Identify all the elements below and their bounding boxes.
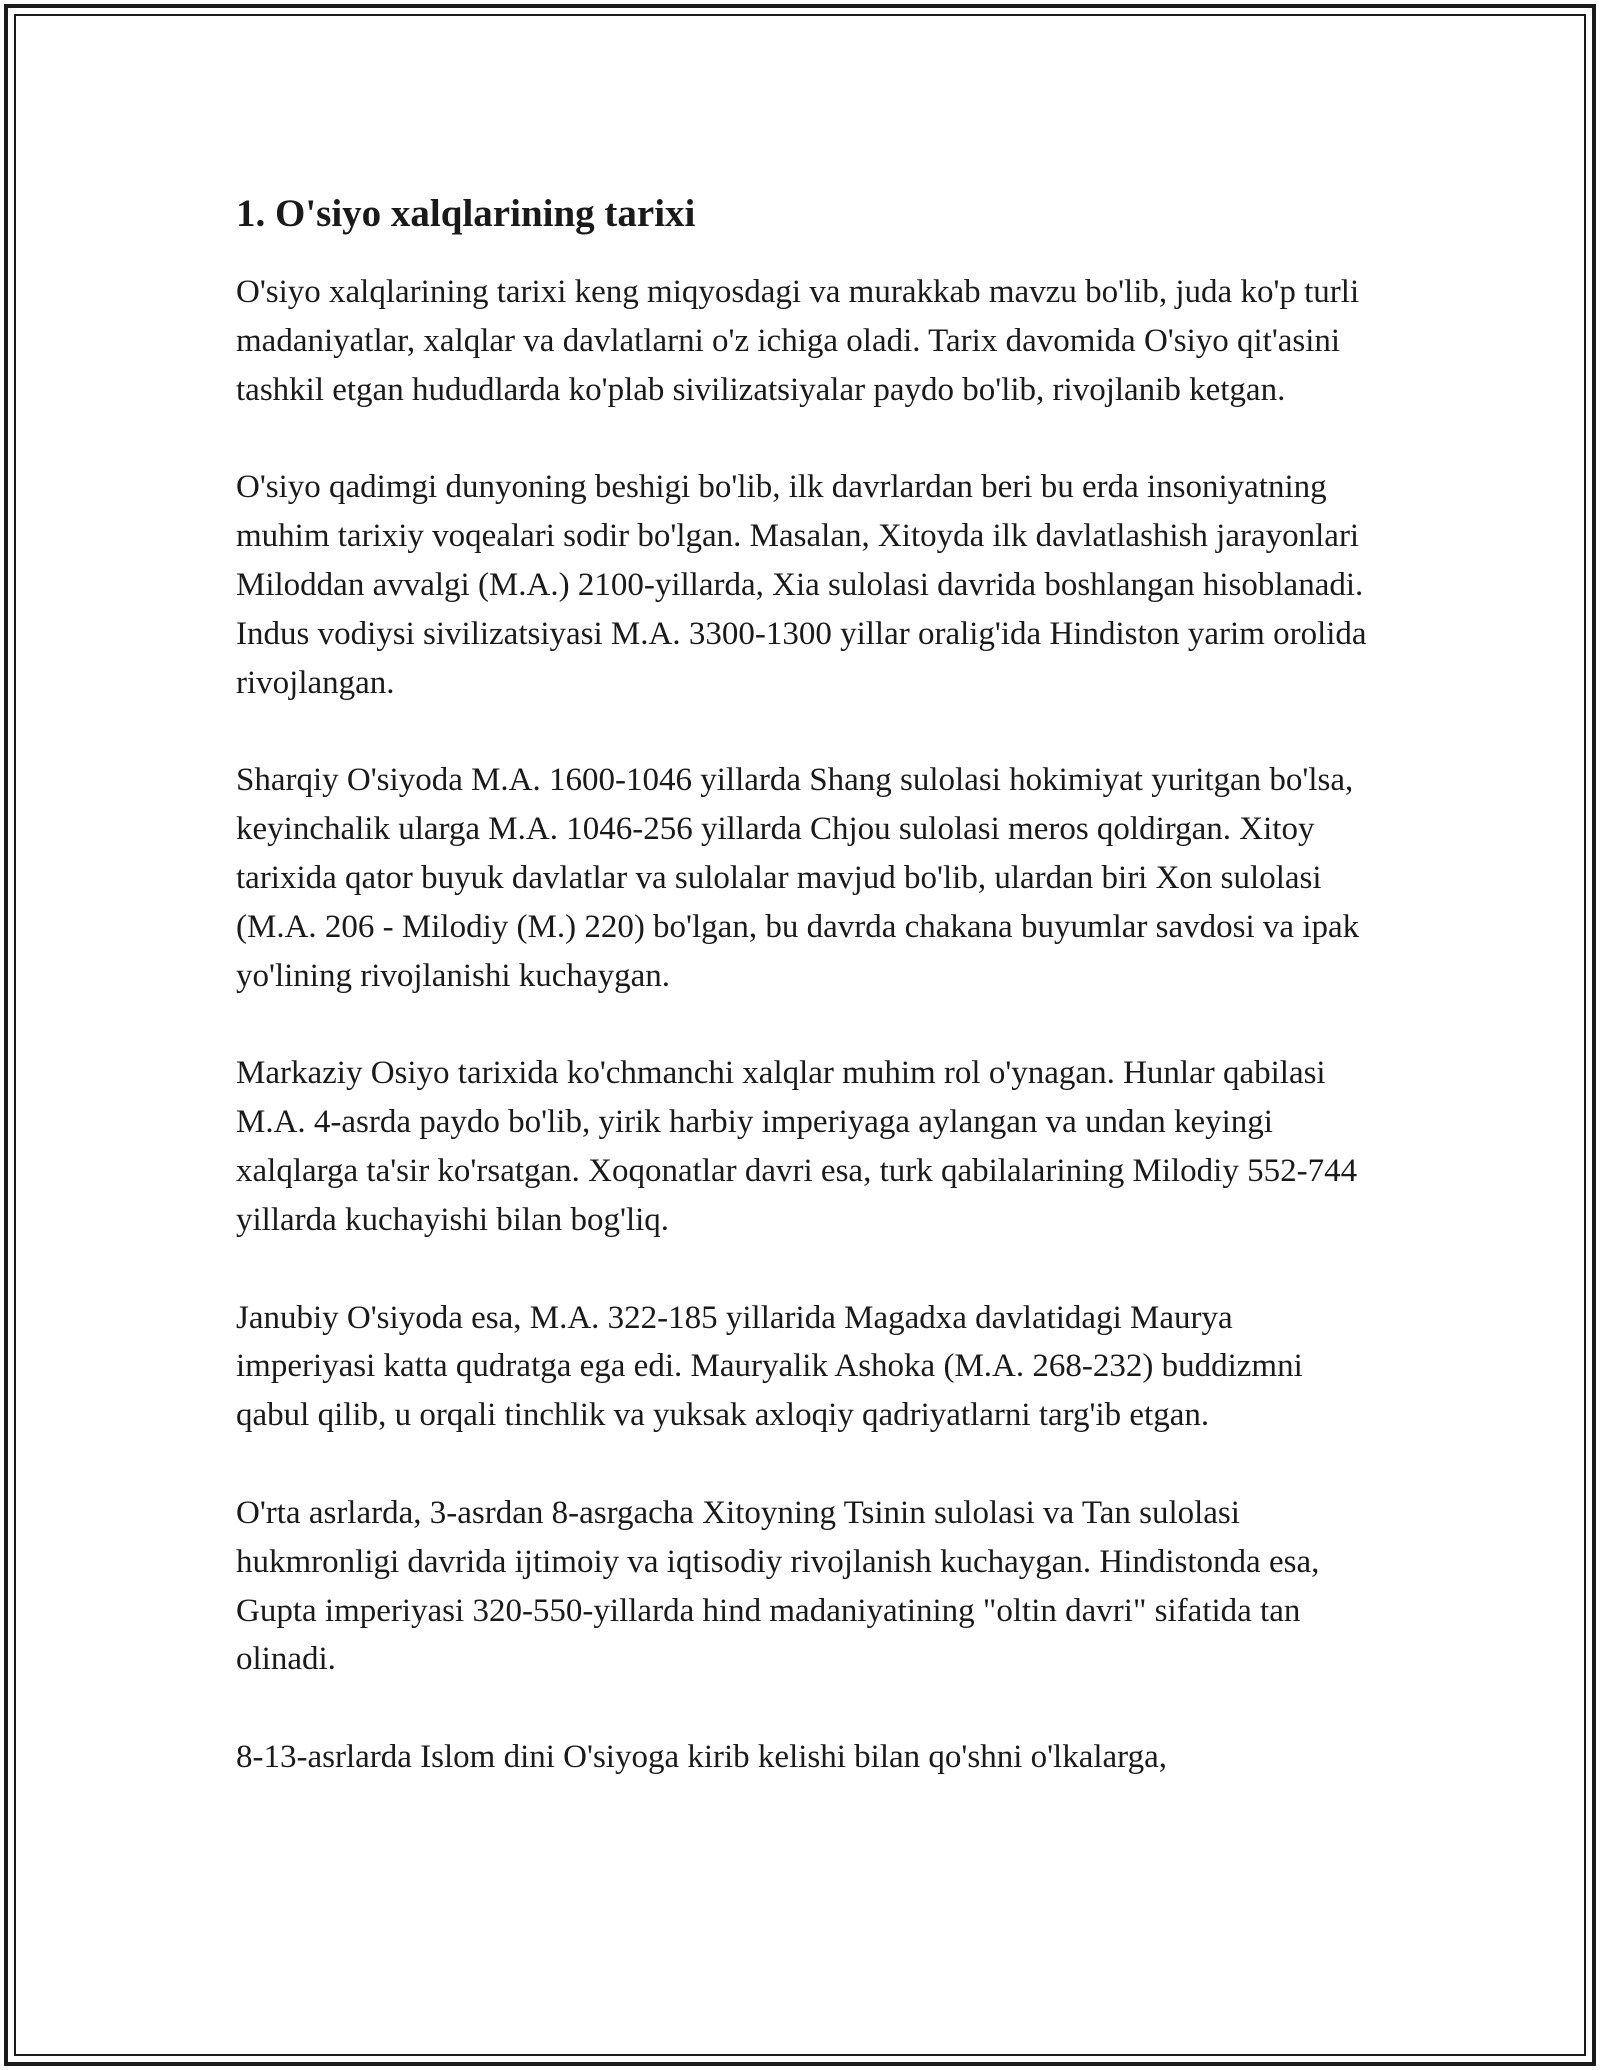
- paragraph-central-asia: Markaziy Osiyo tarixida ko'chmanchi xalqlar muhim rol o'ynagan. Hunlar qabilasi M.A. 4-asrda paydo bo'lib, yirik harbiy imperiyaga aylangan va undan keyingi xalqlarga ta'sir ko'rsatgan. Xoqonatlar davri esa, turk qabilalarining Milodiy 552-744 yillarda kuchayishi bilan bog'liq.: [236, 1055, 1358, 1238]
- paragraph-east-asia: Sharqiy O'siyoda M.A. 1600-1046 yillarda Shang sulolasi hokimiyat yuritgan bo'lsa, keyinchalik ularga M.A. 1046-256 yillarda Chjou sulolasi meros qoldirgan. Xitoy tarixida qator buyuk davlatlar va sulolalar mavjud bo'lib, ulardan biri Xon sulolasi (M.A. 206 - Milodiy (M.) 220) bo'lgan, bu davrda chakana buyumlar savdosi va ipak yo'lining rivojlanishi kuchaygan.: [236, 762, 1360, 994]
- section-heading: 1. O'siyo xalqlarining tarixi: [236, 192, 696, 235]
- paragraph-ancient-world: O'siyo qadimgi dunyoning beshigi bo'lib, ilk davrlardan beri bu erda insoniyatning muhim tarixiy voqealari sodir bo'lgan. Masalan, Xitoyda ilk davlatlashish jarayonlari Miloddan avvalgi (M.A.) 2100-yillarda, Xia sulolasi davrida boshlangan hisoblanadi. Indus vodiysi sivilizatsiyasi M.A. 3300-1300 yillar oralig'ida Hindiston yarim orolida rivojlangan.: [236, 469, 1367, 701]
- paragraph-middle-ages: O'rta asrlarda, 3-asrdan 8-asrgacha Xitoyning Tsinin sulolasi va Tan sulolasi hukmronligi davrida ijtimoiy va iqtisodiy rivojlanish kuchaygan. Hindistonda esa, Gupta imperiyasi 320-550-yillarda hind madaniyatining "oltin davri" sifatida tan olinadi.: [236, 1494, 1320, 1678]
- paragraph-south-asia: Janubiy O'siyoda esa, M.A. 322-185 yillarida Magadxa davlatidagi Maurya imperiyasi katta qudratga ega edi. Mauryalik Ashoka (M.A. 268-232) buddizmni qabul qilib, u orqali tinchlik va yuksak axloqiy qadriyatlarni targ'ib etgan.: [236, 1299, 1303, 1434]
- document-body: [236, 186, 1368, 1831]
- paragraph-islam: 8-13-asrlarda Islom dini O'siyoga kirib kelishi bilan qo'shni o'lkalarga,: [236, 1739, 1167, 1776]
- paragraph-intro: O'siyo xalqlarining tarixi keng miqyosdagi va murakkab mavzu bo'lib, juda ko'p turli madaniyatlar, xalqlar va davlatlarni o'z ichiga oladi. Tarix davomida O'siyo qit'asini tashkil etgan hududlarda ko'plab sivilizatsiyalar paydo bo'lib, rivojlanib ketgan.: [236, 274, 1360, 408]
